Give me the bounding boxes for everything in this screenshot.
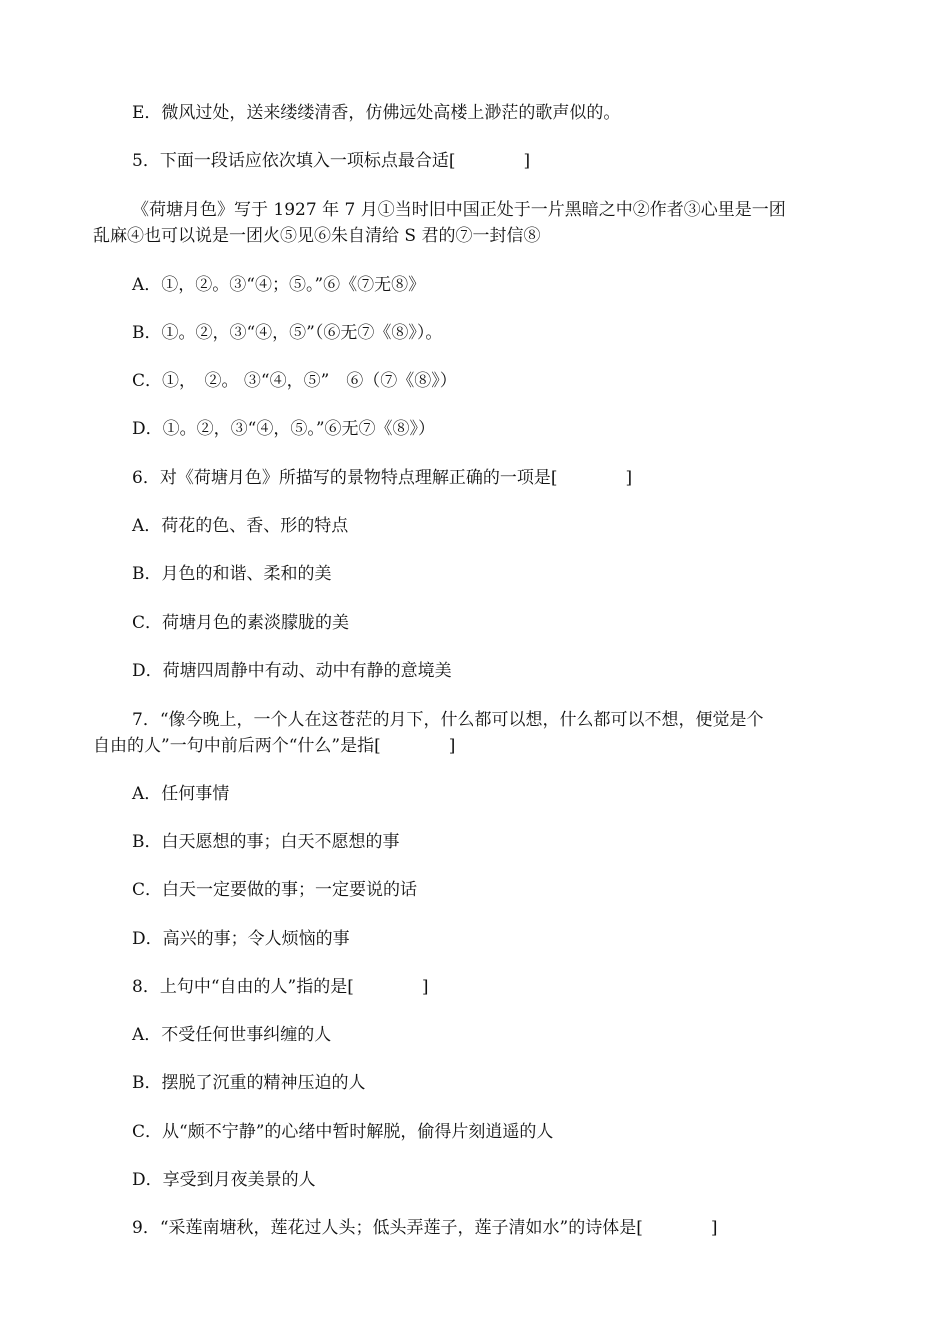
question-5-option-a: A．①，②。③“④；⑤。”⑥《⑦无⑧》 — [132, 275, 426, 295]
question-5-passage-line-2: 乱麻④也可以说是一团火⑤见⑥朱自清给 S 君的⑦一封信⑧ — [93, 226, 541, 246]
question-6: 6．对《荷塘月色》所描写的景物特点理解正确的一项是[ ] — [132, 468, 633, 488]
question-7-option-b: B．白天愿想的事；白天不愿想的事 — [132, 832, 400, 852]
question-6-option-b: B．月色的和谐、柔和的美 — [132, 564, 332, 584]
question-7-line-2: 自由的人”一句中前后两个“什么”是指[ ] — [93, 736, 456, 756]
question-8: 8．上句中“自由的人”指的是[ ] — [132, 977, 429, 997]
question-8-option-d: D．享受到月夜美景的人 — [132, 1170, 316, 1190]
question-7-option-d: D．高兴的事；令人烦恼的事 — [132, 929, 350, 949]
question-7-option-a: A．任何事情 — [132, 784, 230, 804]
question-5-option-c: C．①， ②。 ③“④，⑤” ⑥（⑦《⑧》） — [132, 371, 457, 391]
question-8-option-c: C．从“颇不宁静”的心绪中暂时解脱，偷得片刻逍遥的人 — [132, 1122, 554, 1142]
question-7-option-c: C．白天一定要做的事；一定要说的话 — [132, 880, 418, 900]
question-7-line-1: 7．“像今晚上，一个人在这苍茫的月下，什么都可以想，什么都可以不想，便觉是个 — [132, 710, 764, 730]
question-9: 9．“采莲南塘秋，莲花过人头；低头弄莲子，莲子清如水”的诗体是[ ] — [132, 1218, 718, 1238]
question-6-option-c: C．荷塘月色的素淡朦胧的美 — [132, 613, 350, 633]
option-e-line: E．微风过处，送来缕缕清香，仿佛远处高楼上渺茫的歌声似的。 — [132, 103, 621, 123]
question-5-option-d: D．①。②，③“④，⑤。”⑥无⑦《⑧》） — [132, 419, 436, 439]
question-5-passage-line-1: 《荷塘月色》写于 1927 年 7 月①当时旧中国正处于一片黑暗之中②作者③心里是一团 — [132, 200, 786, 220]
question-8-option-b: B．摆脱了沉重的精神压迫的人 — [132, 1073, 366, 1093]
question-6-option-d: D．荷塘四周静中有动、动中有静的意境美 — [132, 661, 452, 681]
question-5: 5．下面一段话应依次填入一项标点最合适[ ] — [132, 151, 531, 171]
question-5-option-b: B．①。②，③“④，⑤”（⑥无⑦《⑧》）。 — [132, 323, 443, 343]
question-8-option-a: A．不受任何世事纠缠的人 — [132, 1025, 332, 1045]
question-6-option-a: A．荷花的色、香、形的特点 — [132, 516, 349, 536]
